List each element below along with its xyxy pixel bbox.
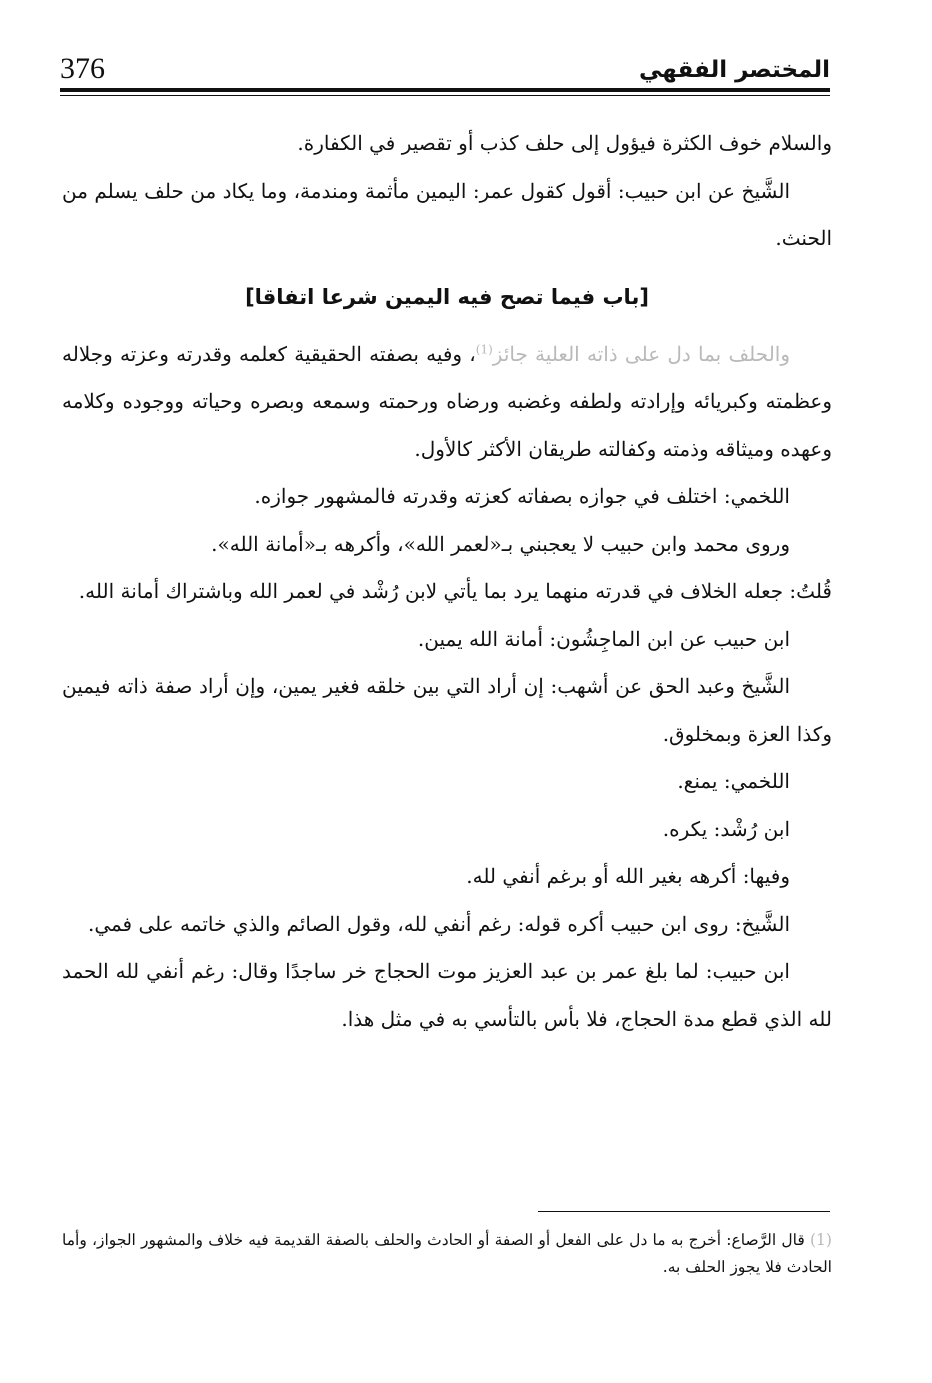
header-divider-thin — [60, 95, 830, 96]
footnotes — [62, 1227, 832, 1281]
paragraph: اللخمي: اختلف في جوازه بصفاته كعزته وقدرته فالمشهور جوازه. — [254, 484, 790, 508]
paragraph: قُلتُ: جعله الخلاف في قدرته منهما يرد بما يأتي لابن رُشْد في لعمر الله وباشتراك أمانة الله. — [78, 579, 832, 603]
paragraph: والسلام خوف الكثرة فيؤول إلى حلف كذب أو تقصير في الكفارة. — [297, 131, 832, 155]
footnote — [62, 1227, 832, 1281]
paragraph: الشَّيخ: روى ابن حبيب أكره قوله: رغم أنفي لله، وقول الصائم والذي خاتمه على فمي. — [87, 911, 790, 936]
paragraph — [62, 331, 832, 474]
faded-text: والحلف بما دل على ذاته العلية جائز — [492, 341, 791, 366]
page-header — [60, 44, 830, 84]
footnote-divider — [538, 1211, 830, 1212]
paragraph: الشَّيخ عن ابن حبيب: أقول كقول عمر: اليمين مأثمة ومندمة، وما يكاد من حلف يسلم من الحنث. — [62, 178, 832, 250]
main-text — [62, 120, 832, 1043]
footnote-text: قال الرَّصاع: أخرج به ما دل على الفعل أو الصفة أو الحادث والحلف بالصفة القديمة فيه خلاف والمشهور الجواز، وأما الحادث فلا يجوز الحلف به. — [62, 1231, 832, 1276]
page-number: 376 — [60, 52, 105, 85]
paragraph: وفيها: أكرهه بغير الله أو برغم أنفي لله. — [466, 864, 790, 888]
paragraph: ابن حبيب عن ابن الماجِشُون: أمانة الله يمين. — [417, 626, 790, 651]
chapter-heading: [باب فيما تصح فيه اليمين شرعا اتفاقا] — [245, 284, 649, 309]
paragraph: اللخمي: يمنع. — [677, 769, 790, 793]
paragraph: وروى محمد وابن حبيب لا يعجبني بـ«لعمر الله»، وأكرهه بـ«أمانة الله». — [211, 531, 790, 556]
paragraph: ابن رُشْد: يكره. — [662, 816, 790, 841]
header-divider — [60, 88, 830, 92]
paragraph-text: ، وفيه بصفته الحقيقية كعلمه وقدرته وعزته وجلاله وعظمته وكبريائه وإرادته ولطفه وغضبه ورضاه ورحمته وسمعه وبصره وحياته ووجوده وكلامه وعهده وميثاقه وذمته وكفالته طريقان الأكثر كالأول. — [62, 341, 832, 461]
paragraph: ابن حبيب: لما بلغ عمر بن عبد العزيز موت الحجاج خر ساجدًا وقال: رغم أنفي لله الحمد لله الذي قطع مدة الحجاج، فلا بأس بالتأسي به في مثل هذا. — [62, 959, 832, 1031]
book-title: المختصر الفقهي — [639, 57, 830, 83]
paragraph: الشَّيخ وعبد الحق عن أشهب: إن أراد التي بين خلقه فغير يمين، وإن أراد صفة ذاته فيمين وكذا العزة وبمخلوق. — [62, 674, 832, 746]
footnote-marker: (1) — [809, 1231, 832, 1249]
footnote-reference: (1) — [475, 341, 493, 356]
